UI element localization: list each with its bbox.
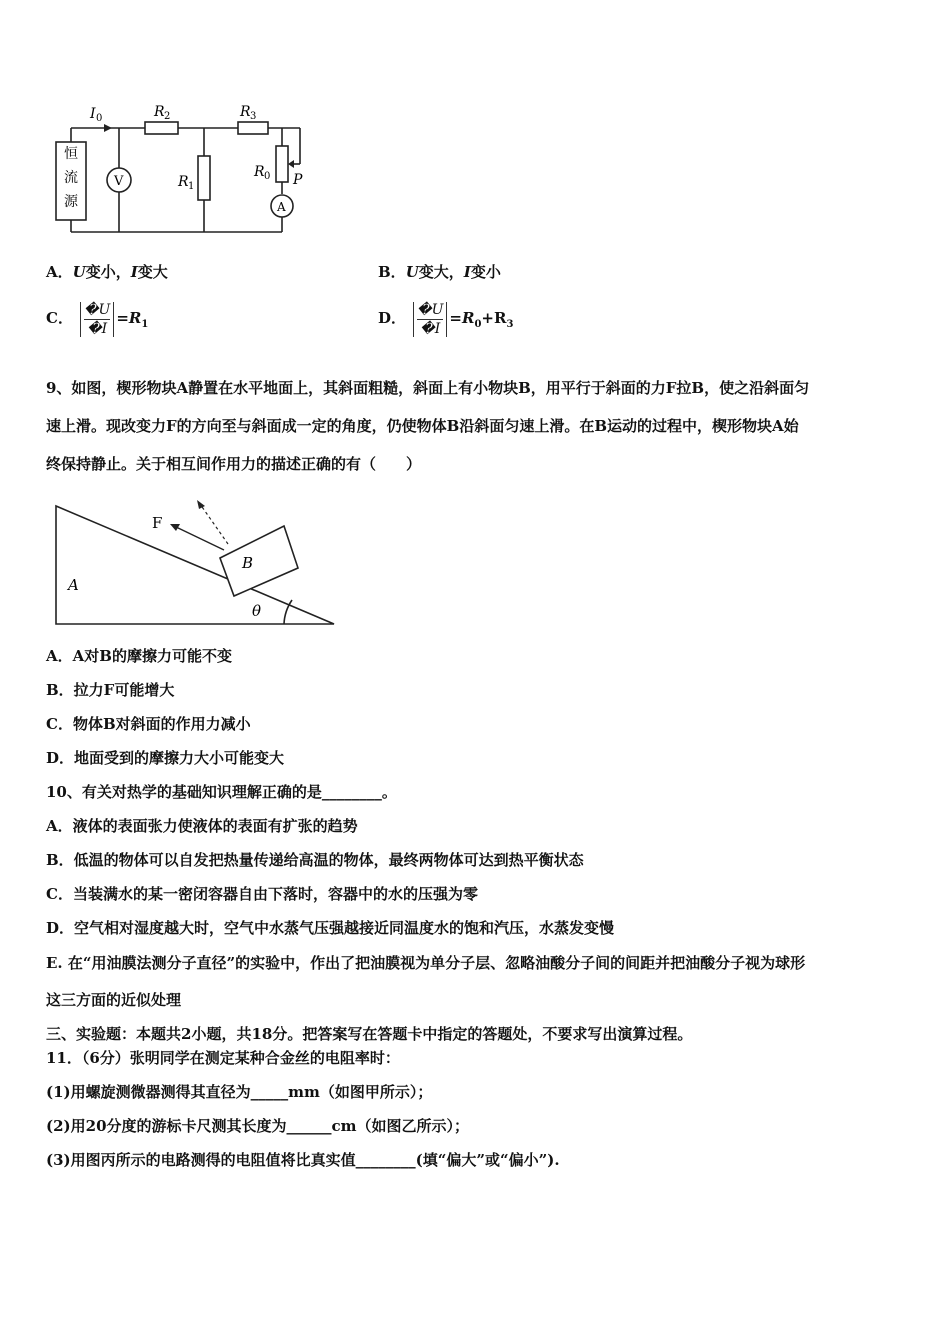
q8-a-i: I xyxy=(130,263,138,281)
r2-sub: 2 xyxy=(164,111,171,122)
ammeter-label: A xyxy=(277,200,286,214)
q10-option-e-line2: 这三方面的近似处理 xyxy=(46,991,182,1009)
q9-option-d[interactable]: D．地面受到的摩擦力大小可能变大 xyxy=(46,749,285,767)
source-label-1: 恒 xyxy=(64,146,78,162)
resistor-r2 xyxy=(145,122,178,134)
force-label: F xyxy=(152,514,163,532)
q8-d-numerator: �U xyxy=(417,301,444,318)
current-label: I xyxy=(90,106,96,122)
q10-option-a[interactable]: A．液体的表面张力使液体的表面有扩张的趋势 xyxy=(46,817,358,835)
q9-option-b[interactable]: B．拉力F可能增大 xyxy=(46,681,175,699)
rheostat-r0 xyxy=(276,146,288,182)
r2-label: R xyxy=(154,104,165,120)
current-sub: 0 xyxy=(96,113,103,124)
block-label: B xyxy=(242,554,254,572)
resistor-r3 xyxy=(238,122,268,134)
q8-d-fraction xyxy=(413,302,447,337)
q11-part2: (2)用20分度的游标卡尺测其长度为______cm（如图乙所示）； xyxy=(46,1117,470,1135)
source-label-3: 源 xyxy=(64,194,78,210)
circuit-diagram xyxy=(50,98,320,238)
q8-d-tail2: +R xyxy=(481,309,507,327)
voltmeter-label: V xyxy=(114,174,124,189)
r0-label: R xyxy=(254,164,265,180)
q8-option-a-letter: A． xyxy=(46,263,73,281)
q9-stem-line1: 9、如图，楔形物块A静置在水平地面上，其斜面粗糙，斜面上有小物块B，用平行于斜面的力F拉B，使之沿斜面匀 xyxy=(46,379,810,397)
q8-d-denominator: �I xyxy=(420,320,441,337)
r0-sub: 0 xyxy=(264,171,271,182)
q10-stem: 10、有关对热学的基础知识理解正确的是________。 xyxy=(46,783,397,801)
q8-option-c-letter: C． xyxy=(46,309,73,327)
q8-b-text2: 变小 xyxy=(470,263,501,281)
q8-option-d-letter: D． xyxy=(378,309,407,327)
q8-option-d[interactable] xyxy=(378,296,513,347)
q11-stem: 11．（6分）张明同学在测定某种合金丝的电阻率时： xyxy=(46,1049,400,1067)
q8-a-u: U xyxy=(72,263,86,281)
q8-a-text2: 变大 xyxy=(137,263,168,281)
r3-sub: 3 xyxy=(250,111,257,122)
q8-d-tail: =R xyxy=(449,309,475,327)
r1-sub: 1 xyxy=(188,181,195,192)
r1-label: R xyxy=(178,174,189,190)
q8-c-numerator: �U xyxy=(84,301,111,318)
q9-option-c[interactable]: C．物体B对斜面的作用力减小 xyxy=(46,715,251,733)
q8-d-sub2: 3 xyxy=(506,319,514,330)
q9-stem-line2: 速上滑。现改变力F的方向至与斜面成一定的角度，仍使物体B沿斜面匀速上滑。在B运动的过程中，楔形物块A始 xyxy=(46,417,799,435)
q10-option-c[interactable]: C．当装满水的某一密闭容器自由下落时，容器中的水的压强为零 xyxy=(46,885,478,903)
q8-c-tail: =R xyxy=(116,309,142,327)
q11-part1: (1)用螺旋测微器测得其直径为_____mm（如图甲所示）； xyxy=(46,1083,433,1101)
q8-option-b-letter: B． xyxy=(378,263,406,281)
q8-option-a[interactable] xyxy=(46,262,168,282)
r3-label: R xyxy=(240,104,251,120)
q8-b-i: I xyxy=(463,263,471,281)
q8-option-b[interactable] xyxy=(378,262,501,282)
q8-option-c[interactable] xyxy=(46,296,148,347)
source-label-2: 流 xyxy=(64,170,78,186)
q8-a-text: 变小， xyxy=(85,263,131,281)
wedge-figure xyxy=(48,496,348,632)
angle-label: θ xyxy=(252,602,262,620)
q8-d-sub: 0 xyxy=(474,319,482,330)
resistor-r1 xyxy=(198,156,210,200)
q9-option-a[interactable]: A．A对B的摩擦力可能不变 xyxy=(46,647,232,665)
p-label: P xyxy=(293,172,303,188)
q10-option-d[interactable]: D．空气相对湿度越大时，空气中水蒸气压强越接近同温度水的饱和汽压，水蒸发变慢 xyxy=(46,919,615,937)
q10-option-e-line1[interactable]: E. 在“用油膜法测分子直径”的实验中，作出了把油膜视为单分子层、忽略油酸分子间的间距并把油酸分子视为球形 xyxy=(46,954,806,972)
q9-stem-line3: 终保持静止。关于相互间作用力的描述正确的有（ ） xyxy=(46,455,422,473)
q8-c-denominator: �I xyxy=(87,320,108,337)
q8-b-u: U xyxy=(405,263,419,281)
q11-part3: (3)用图丙所示的电路测得的电阻值将比真实值________(填“偏大”或“偏小”). xyxy=(46,1151,560,1169)
q10-option-b[interactable]: B．低温的物体可以自发把热量传递给高温的物体，最终两物体可达到热平衡状态 xyxy=(46,851,584,869)
q8-b-text: 变大， xyxy=(418,263,464,281)
q8-c-sub: 1 xyxy=(141,319,149,330)
block-b xyxy=(220,526,298,596)
wedge-label: A xyxy=(68,576,79,594)
q8-c-fraction xyxy=(80,302,114,337)
section3-title: 三、实验题：本题共2小题，共18分。把答案写在答题卡中指定的答题处，不要求写出演算过程。 xyxy=(46,1025,693,1043)
